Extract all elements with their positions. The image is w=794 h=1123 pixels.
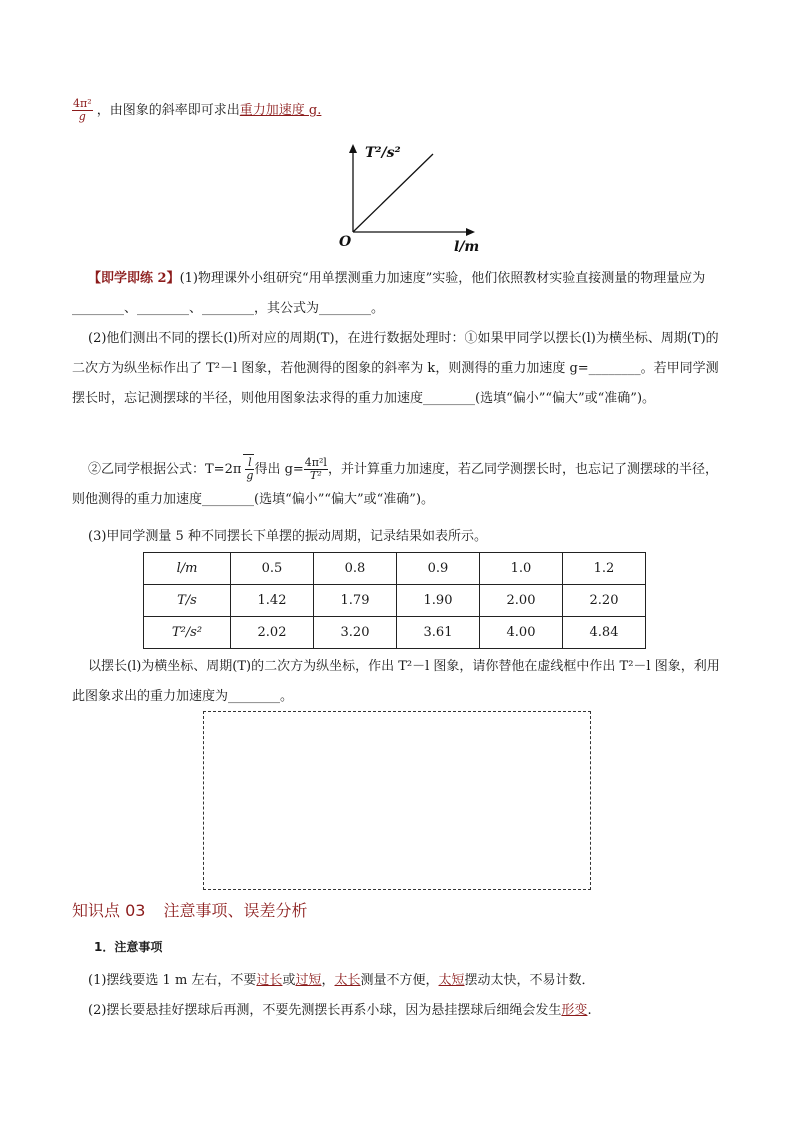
- exercise-paragraph-3: [72, 454, 727, 515]
- top-line-text: ，由图象的斜率即可求出: [96, 103, 240, 119]
- table-cell: 4.84: [563, 617, 646, 649]
- exercise-paragraph-4: [72, 522, 727, 552]
- exercise-p3-text-c: ，并计算重力加速度，若乙同学测摆长时，也忘记了测摆球的半径，则他测得的重力加速度________(选填“偏小”“偏大”或“准确”)。: [72, 462, 718, 507]
- note-1: [72, 966, 727, 996]
- section-title: 注意事项、误差分析: [163, 901, 308, 920]
- note-1-too-short-2: 太短: [438, 973, 465, 988]
- table-cell: 2.02: [231, 617, 314, 649]
- x-axis-arrow: [466, 228, 475, 236]
- exercise-p3-text-a: ②乙同学根据公式：T=2π: [88, 462, 242, 477]
- fraction-4pi2-over-g: $\frac{\text{4π²}}{g}$: [73, 97, 92, 124]
- graph-y-label: T²/s²: [365, 145, 401, 161]
- graph-x-label: l/m: [454, 239, 480, 255]
- table-cell: 1.79: [314, 585, 397, 617]
- note-2: [72, 996, 727, 1026]
- exercise-p5-text: 以摆长(l)为横坐标、周期(T)的二次方为纵坐标，作出 T²－l 图象，请你替他在虚线框中作出 T²－l 图象，利用此图象求出的重力加速度为________。: [72, 659, 720, 704]
- note-1-text: 测量不方便，: [360, 973, 439, 988]
- note-1-too-long-2: 太长: [334, 973, 361, 988]
- table-cell: 0.8: [314, 553, 397, 585]
- graph-line: [353, 154, 433, 232]
- table-cell: 2.20: [563, 585, 646, 617]
- note-2-text: .: [587, 1003, 592, 1018]
- table-cell: 4.00: [480, 617, 563, 649]
- table-cell: 3.61: [397, 617, 480, 649]
- exercise-p4-text: (3)甲同学测量 5 种不同摆长下单摆的振动周期，记录结果如表所示。: [88, 529, 487, 544]
- pendulum-data-table: [143, 552, 646, 649]
- note-1-text: ，: [321, 973, 335, 988]
- table-row-header: l/m: [144, 553, 231, 585]
- gravity-acceleration-link: 重力加速度 g.: [239, 103, 322, 119]
- note-1-text: 或: [282, 973, 296, 988]
- note-1-text: (1)摆线要选 1 m 左右，不要: [88, 973, 257, 988]
- graph-answer-box[interactable]: [203, 711, 591, 890]
- sqrt-l-over-g: $\frac{l}{g}$: [243, 454, 254, 485]
- table-cell: 1.2: [563, 553, 646, 585]
- t2-l-graph: [330, 140, 490, 255]
- table-cell: 1.42: [231, 585, 314, 617]
- notes-heading: 1．注意事项: [94, 940, 163, 954]
- exercise-tag: 【即学即练 2】: [88, 271, 180, 286]
- note-1-too-short: 过短: [295, 973, 322, 988]
- note-1-too-long: 过长: [256, 973, 283, 988]
- table-row: [144, 585, 646, 617]
- table-cell: 0.5: [231, 553, 314, 585]
- exercise-paragraph-5: [72, 652, 727, 712]
- exercise-p3-text-b: 得出 g=: [254, 462, 304, 477]
- top-formula-line: [72, 98, 321, 123]
- y-axis-arrow: [349, 144, 357, 153]
- graph-origin-label: O: [339, 234, 352, 250]
- section-number: 知识点 03: [72, 901, 146, 920]
- note-2-text: (2)摆长要悬挂好摆球后再测，不要先测摆长再系小球，因为悬挂摆球后细绳会发生: [88, 1003, 562, 1018]
- exercise-p1-text: (1)物理课外小组研究“用单摆测重力加速度”实验，他们依照教材实验直接测量的物理量应为________、________、________，其公式为________。: [72, 271, 706, 316]
- table-row-header: T²/s²: [144, 617, 231, 649]
- table-cell: 0.9: [397, 553, 480, 585]
- table-row: [144, 553, 646, 585]
- table-cell: 3.20: [314, 617, 397, 649]
- table-row: [144, 617, 646, 649]
- note-2-deformation: 形变: [561, 1003, 588, 1018]
- table-cell: 2.00: [480, 585, 563, 617]
- exercise-p2-text: (2)他们测出不同的摆长(l)所对应的周期(T)，在进行数据处理时：①如果甲同学以摆长(l)为横坐标、周期(T)的二次方为纵坐标作出了 T²－l 图象，若他测得的图象的斜率为 k，则测得的重力加速度 g=________。若甲同学测摆长时，忘记测摆球的半径，则他用图象法求得的重力加速度________(选填“偏小”“偏大”或“准确”)。: [72, 331, 719, 406]
- exercise-paragraph-1: [72, 264, 727, 324]
- section-heading: [72, 898, 307, 921]
- table-cell: 1.0: [480, 553, 563, 585]
- note-1-text: 摆动太快，不易计数．: [464, 973, 595, 988]
- fraction-4pi2l-over-t2: $\frac{\text{4π²l}}{\text{T²}}$: [304, 455, 327, 482]
- exercise-paragraph-2: [72, 324, 727, 414]
- table-cell: 1.90: [397, 585, 480, 617]
- table-row-header: T/s: [144, 585, 231, 617]
